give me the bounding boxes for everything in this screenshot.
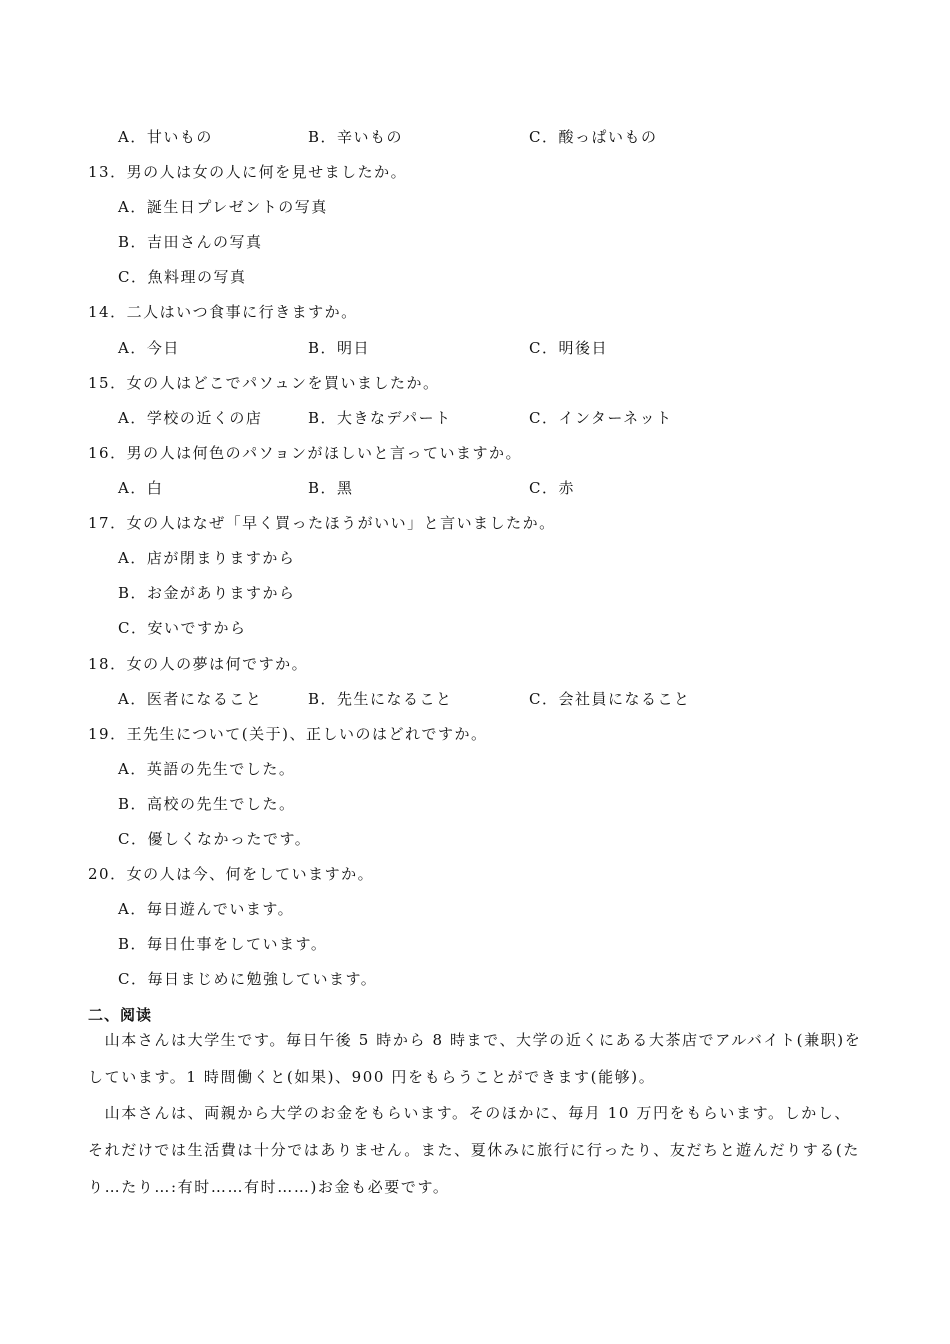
q14-option-b: B．明日 — [308, 339, 371, 357]
q14-question: 14．二人はいつ食事に行きますか。 — [88, 303, 358, 321]
q16-question: 16．男の人は何色のパソョンがほしいと言っていますか。 — [88, 444, 522, 462]
q19-option-a: A．英語の先生でした。 — [118, 760, 296, 778]
q13-option-c: C．魚料理の写真 — [118, 268, 247, 286]
q19-option-b: B．高校の先生でした。 — [118, 795, 296, 813]
q17-option-c: C．安いですから — [118, 619, 247, 637]
reading-paragraph-2-line-3: り…たり…:有时……有时……)お金も必要です。 — [88, 1178, 450, 1196]
q18-question: 18．女の人の夢は何ですか。 — [88, 655, 309, 673]
section-heading-reading: 二、阅读 — [88, 1006, 153, 1024]
q16-option-c: C．赤 — [529, 479, 575, 497]
q20-option-c: C．毎日まじめに勉強しています。 — [118, 970, 378, 988]
q19-question: 19．王先生について(关于)、正しいのはどれですか。 — [88, 725, 488, 743]
reading-paragraph-2-line-2: それだけでは生活費は十分ではありません。また、夏休みに旅行に行ったり、友だちと遊んだりする(た — [88, 1141, 860, 1159]
q13-question: 13．男の人は女の人に何を見せましたか。 — [88, 163, 408, 181]
q15-option-c: C．インターネット — [529, 409, 673, 427]
q15-option-a: A．学校の近くの店 — [118, 409, 263, 427]
q18-option-c: C．会社員になること — [529, 690, 691, 708]
q17-question: 17．女の人はなぜ「早く買ったほうがいい」と言いましたか。 — [88, 514, 556, 532]
q13-option-a: A．誕生日プレゼントの写真 — [118, 198, 328, 216]
q18-option-b: B．先生になること — [308, 690, 453, 708]
q20-option-a: A．毎日遊んでいます。 — [118, 900, 295, 918]
q14-option-c: C．明後日 — [529, 339, 608, 357]
q12-option-c: C．酸っぱいもの — [529, 128, 658, 146]
q13-option-b: B．吉田さんの写真 — [118, 233, 263, 251]
q17-option-b: B．お金がありますから — [118, 584, 296, 602]
q12-option-b: B．辛いもの — [308, 128, 404, 146]
reading-paragraph-1-line-2: しています。1 時間働くと(如果)、900 円をもらうことができます(能够)。 — [88, 1068, 656, 1086]
q12-option-a: A．甘いもの — [118, 128, 213, 146]
q16-option-a: A．白 — [118, 479, 164, 497]
q15-question: 15．女の人はどこでパソュンを買いましたか。 — [88, 374, 440, 392]
q19-option-c: C．優しくなかったです。 — [118, 830, 312, 848]
q20-option-b: B．毎日仕事をしています。 — [118, 935, 328, 953]
q14-option-a: A．今日 — [118, 339, 180, 357]
reading-paragraph-2-line-1: 山本さんは、両親から大学のお金をもらいます。そのほかに、毎月 10 万円をもらいます。しかし、 — [88, 1104, 852, 1122]
q16-option-b: B．黑 — [308, 479, 354, 497]
q18-option-a: A．医者になること — [118, 690, 263, 708]
q15-option-b: B．大きなデパート — [308, 409, 452, 427]
q17-option-a: A．店が閉まりますから — [118, 549, 296, 567]
q20-question: 20．女の人は今、何をしていますか。 — [88, 865, 375, 883]
reading-paragraph-1-line-1: 山本さんは大学生です。毎日午後 5 時から 8 時まで、大学の近くにある大茶店でアルバイト(兼职)を — [88, 1031, 862, 1049]
